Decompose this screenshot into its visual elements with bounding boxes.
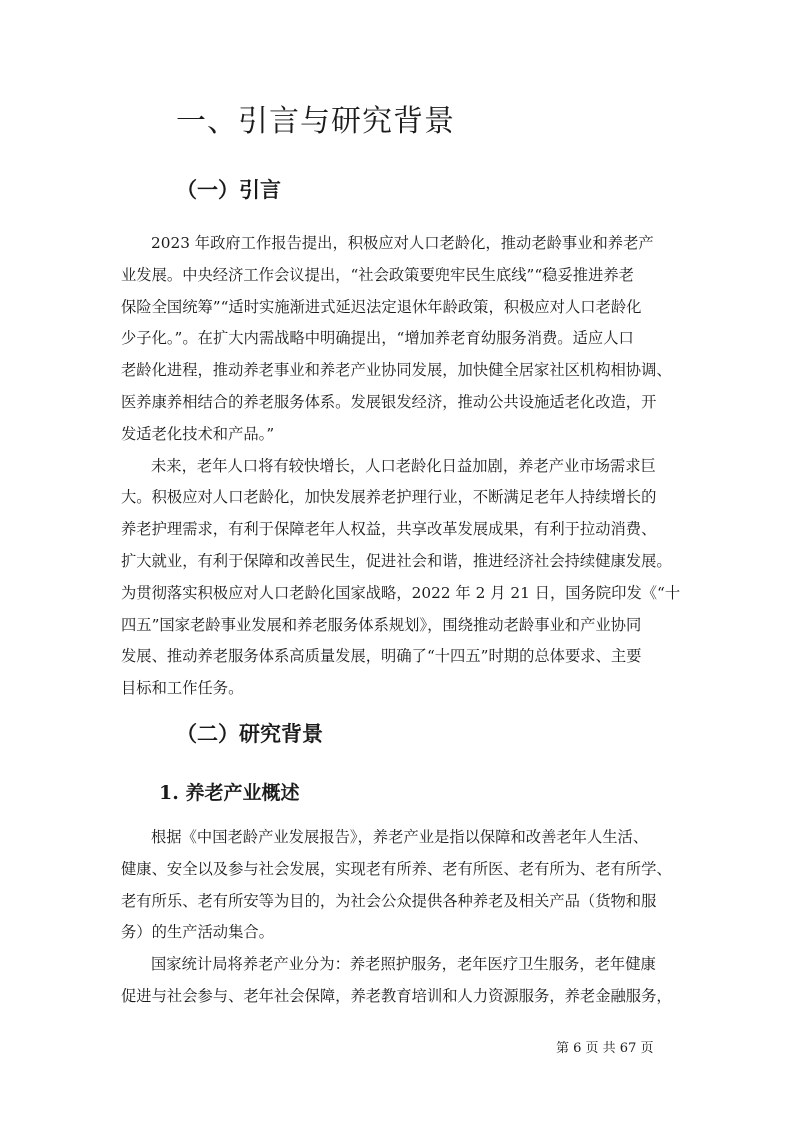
- paragraph-introduction-1: [121, 228, 681, 451]
- text-line: 大。积极应对人口老龄化，加快发展养老护理行业，不断满足老年人持续增长的: [121, 488, 657, 507]
- text-line: 国家统计局将养老产业分为：养老照护服务，老年医疗卫生服务，老年健康: [151, 955, 656, 973]
- text-line: 发展、推动养老服务体系高质量发展，明确了“十四五”时期的总体要求、主要: [121, 647, 642, 666]
- chapter-heading: 一、引言与研究背景: [176, 104, 455, 139]
- text-line: 发适老化技术和产品。”: [121, 424, 275, 443]
- subsection-heading-industry-overview: 1. 养老产业概述: [159, 782, 300, 804]
- text-line: 目标和工作任务。: [121, 679, 244, 698]
- text-line: 未来，老年人口将有较快增长，人口老龄化日益加剧，养老产业市场需求巨: [151, 456, 656, 475]
- text-line: 健康、安全以及参与社会发展，实现老有所养、老有所医、老有所为、老有所学、: [121, 859, 672, 878]
- paragraph-introduction-2: [121, 451, 681, 705]
- text-line: 促进与社会参与、老年社会保障，养老教育培训和人力资源服务，养老金融服务，: [121, 986, 672, 1005]
- text-line: 养老护理需求，有利于保障老年人权益，共享改革发展成果，有利于拉动消费、: [121, 520, 657, 539]
- text-line: 少子化。”。在扩大内需战略中明确提出，“增加养老育幼服务消费。适应人口: [121, 329, 634, 348]
- paragraph-industry-overview-2: [121, 949, 681, 1013]
- text-line: 保险全国统筹”“适时实施渐进式延迟法定退休年龄政策，积极应对人口老龄化: [121, 297, 642, 316]
- paragraph-industry-overview-1: [121, 822, 681, 949]
- text-line: 务）的生产活动集合。: [121, 923, 274, 942]
- text-line: 四五”国家老龄事业发展和养老服务体系规划》，围绕推动老龄事业和产业协同: [121, 615, 642, 634]
- text-line: 根据《中国老龄产业发展报告》，养老产业是指以保障和改善老年人生活、: [151, 828, 649, 846]
- section-heading-introduction: （一）引言: [176, 177, 281, 202]
- text-line: 老有所乐、老有所安等为目的，为社会公众提供各种养老及相关产品（货物和服: [121, 891, 657, 910]
- text-line: 医养康养相结合的养老服务体系。发展银发经济，推动公共设施适老化改造，开: [121, 392, 657, 411]
- text-line: 2023 年政府工作报告提出，积极应对人口老龄化，推动老龄事业和养老产: [151, 234, 654, 252]
- text-line: 扩大就业，有利于保障和改善民生，促进社会和谐，推进经济社会持续健康发展。: [121, 551, 672, 570]
- text-line: 老龄化进程，推动养老事业和养老产业协同发展，加快健全居家社区机构相协调、: [121, 361, 672, 380]
- text-line: 业发展。中央经济工作会议提出，“社会政策要兜牢民生底线”“稳妥推进养老: [121, 265, 634, 284]
- page-number-footer: 第 6 页 共 67 页: [556, 1041, 654, 1056]
- section-heading-research-background: （二）研究背景: [176, 721, 323, 746]
- text-line: 为贯彻落实积极应对人口老龄化国家战略，2022 年 2 月 21 日，国务院印发《“十: [121, 583, 681, 602]
